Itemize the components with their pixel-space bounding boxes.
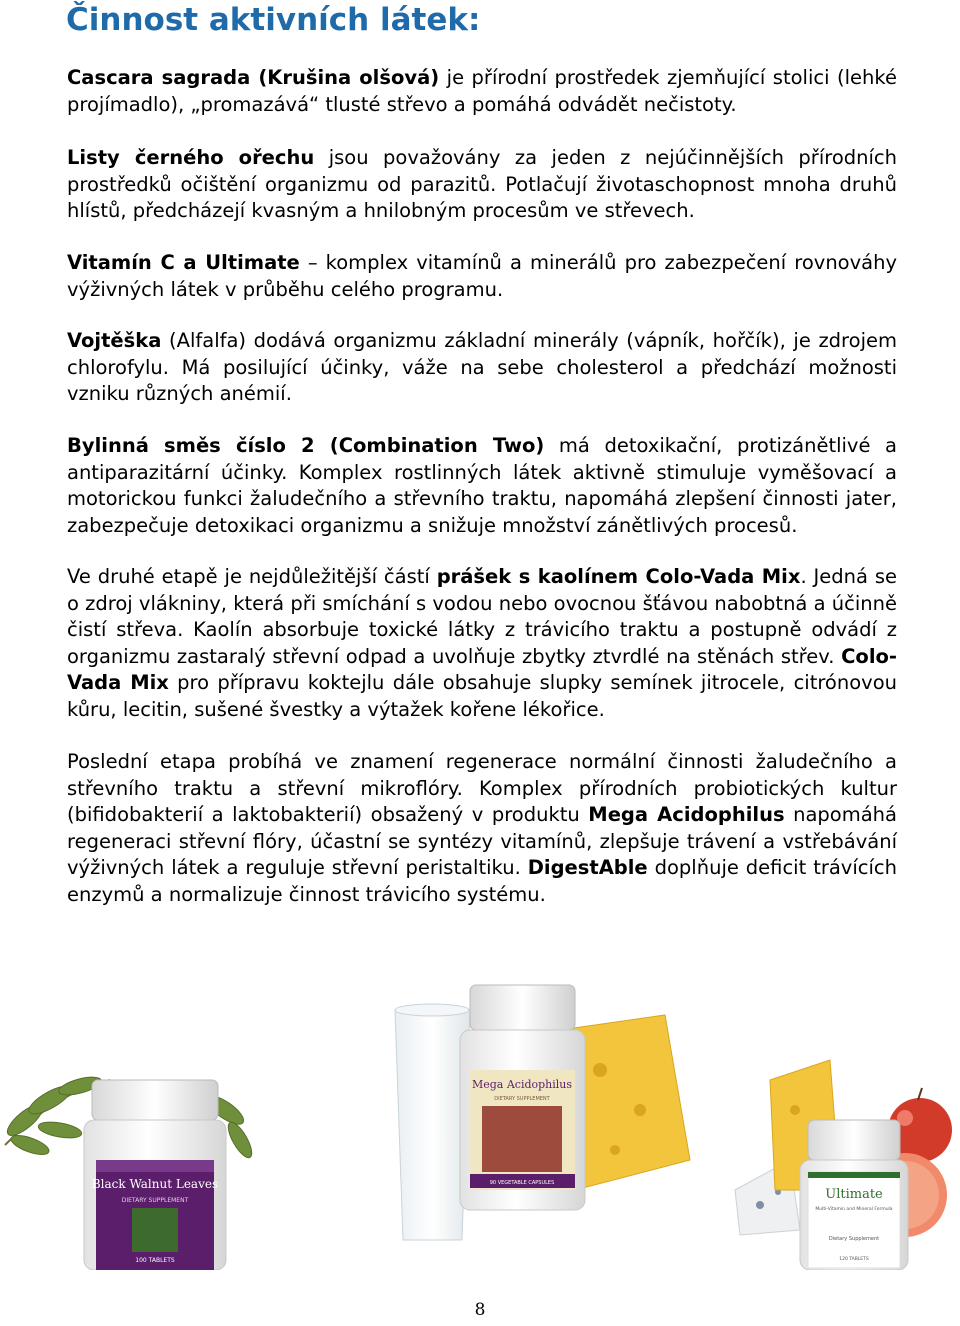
bottle-label-name: Mega Acidophilus bbox=[471, 1078, 573, 1091]
paragraph-text: je přírodní prostředek zjemňující stolici (lehké projímadlo), „promazává“ tlusté střevo a pomáhá odvádět nečistoty. bbox=[67, 66, 897, 116]
bottle-label-count: 100 TABLETS bbox=[135, 1257, 175, 1264]
bottle-label-name: Black Walnut Leaves bbox=[91, 1177, 219, 1191]
paragraph-text: Poslední etapa probíhá ve znamení regenerace normální činnosti žaludečního a střevního traktu a střevní mikroflóry. Komplex přírodních probiotických kultur (bifidobakterií a laktobakterií) obsažený v produktu bbox=[67, 750, 897, 826]
bold-term: Colo-Vada Mix bbox=[67, 644, 897, 694]
paragraph-text: – komplex vitamínů a minerálů pro zabezpečení rovnováhy výživných látek v průběhu celého programu. bbox=[67, 251, 897, 301]
bold-term: Listy černého ořechu bbox=[67, 146, 315, 169]
bold-term: Bylinná směs číslo 2 (Combination Two) bbox=[67, 434, 545, 457]
paragraph-text: má detoxikační, protizánětlivé a antiparazitární účinky. Komplex rostlinných látek aktivně stimuluje vyměšovací a motorickou funkci žaludečního a střevního traktu, napomáhá zlepšení činnosti jater, zabezpečuje detoxikaci organizmu a snižuje množství zánětlivých procesů. bbox=[67, 434, 897, 537]
paragraph-text: doplňuje deficit trávících enzymů a normalizuje činnost trávicího systému. bbox=[67, 856, 897, 906]
bottle-label-sub: DIETARY SUPPLEMENT bbox=[121, 1197, 189, 1204]
mega-acidophilus-bottle bbox=[460, 985, 585, 1210]
black-walnut-bottle bbox=[84, 1080, 226, 1270]
paragraph-text: pro přípravu koktejlu dále obsahuje slupky semínek jitrocele, citrónovou kůru, lecitin, sušené švestky a výtažek kořene lékořice. bbox=[67, 671, 897, 721]
bottle-label-sub: Multi-Vitamin and Mineral Formula bbox=[815, 1207, 893, 1212]
paragraph-text: jsou považovány za jeden z nejúčinnějších přírodních prostředků očištění organizmu od parazitů. Potlačují životaschopnost mnoha druhů hlístů, předcházejí kvasným a hnilobným procesům ve střevech. bbox=[67, 146, 897, 222]
paragraph-black-walnut bbox=[67, 145, 897, 225]
bold-term: Vitamín C a Ultimate bbox=[67, 251, 300, 274]
bold-term: Mega Acidophilus bbox=[588, 803, 785, 826]
bold-term: Cascara sagrada (Krušina olšová) bbox=[67, 66, 440, 89]
paragraph-alfalfa bbox=[67, 328, 897, 408]
bottle-label-count: 120 TABLETS bbox=[839, 1257, 869, 1262]
bold-term: Vojtěška bbox=[67, 329, 162, 352]
milk-glass-decoration bbox=[395, 1004, 470, 1240]
bottle-label-count: 90 VEGETABLE CAPSULES bbox=[489, 1180, 555, 1186]
page-heading: Činnost aktivních látek: bbox=[66, 2, 481, 38]
paragraph-colo-vada bbox=[67, 564, 897, 723]
paragraph-text: . Jedná se o zdroj vlákniny, která při smíchání s vodou nebo ovocnou šťávou nabobtná a účinně čistí střeva. Kaolín absorbuje toxické látky z trávicího traktu a postupně odvádí z organizmu zastaralý střevní odpad a uvolňuje zbytky ztvrdlé na stěnách střev. bbox=[67, 565, 897, 668]
paragraph-cascara bbox=[67, 65, 897, 118]
page-number: 8 bbox=[474, 1300, 486, 1320]
paragraph-probiotics bbox=[67, 749, 897, 908]
paragraph-combination-two bbox=[67, 433, 897, 539]
paragraph-text: (Alfalfa) dodává organizmu základní minerály (vápník, hořčík), je zdrojem chlorofylu. Má posilující účinky, váže na sebe cholesterol a předchází možnosti vzniku různých anémií. bbox=[67, 329, 897, 405]
paragraph-vitamin-c bbox=[67, 250, 897, 303]
bottle-label-sub: DIETARY SUPPLEMENT bbox=[494, 1096, 550, 1102]
bottle-label-extra: Dietary Supplement bbox=[828, 1236, 880, 1242]
bottle-label-name: Ultimate bbox=[825, 1187, 883, 1202]
product-photo bbox=[0, 960, 960, 1270]
paragraph-text: napomáhá regeneraci střevní flóry, účastní se syntézy vitamínů, zlepšuje trávení a vstřebávání výživných látek a reguluje střevní peristaltiku. bbox=[67, 803, 897, 879]
bold-term: DigestAble bbox=[527, 856, 648, 879]
ultimate-bottle bbox=[800, 1120, 908, 1270]
paragraph-text: Ve druhé etapě je nejdůležitější částí bbox=[67, 565, 437, 588]
bold-term: prášek s kaolínem Colo-Vada Mix bbox=[436, 565, 801, 588]
